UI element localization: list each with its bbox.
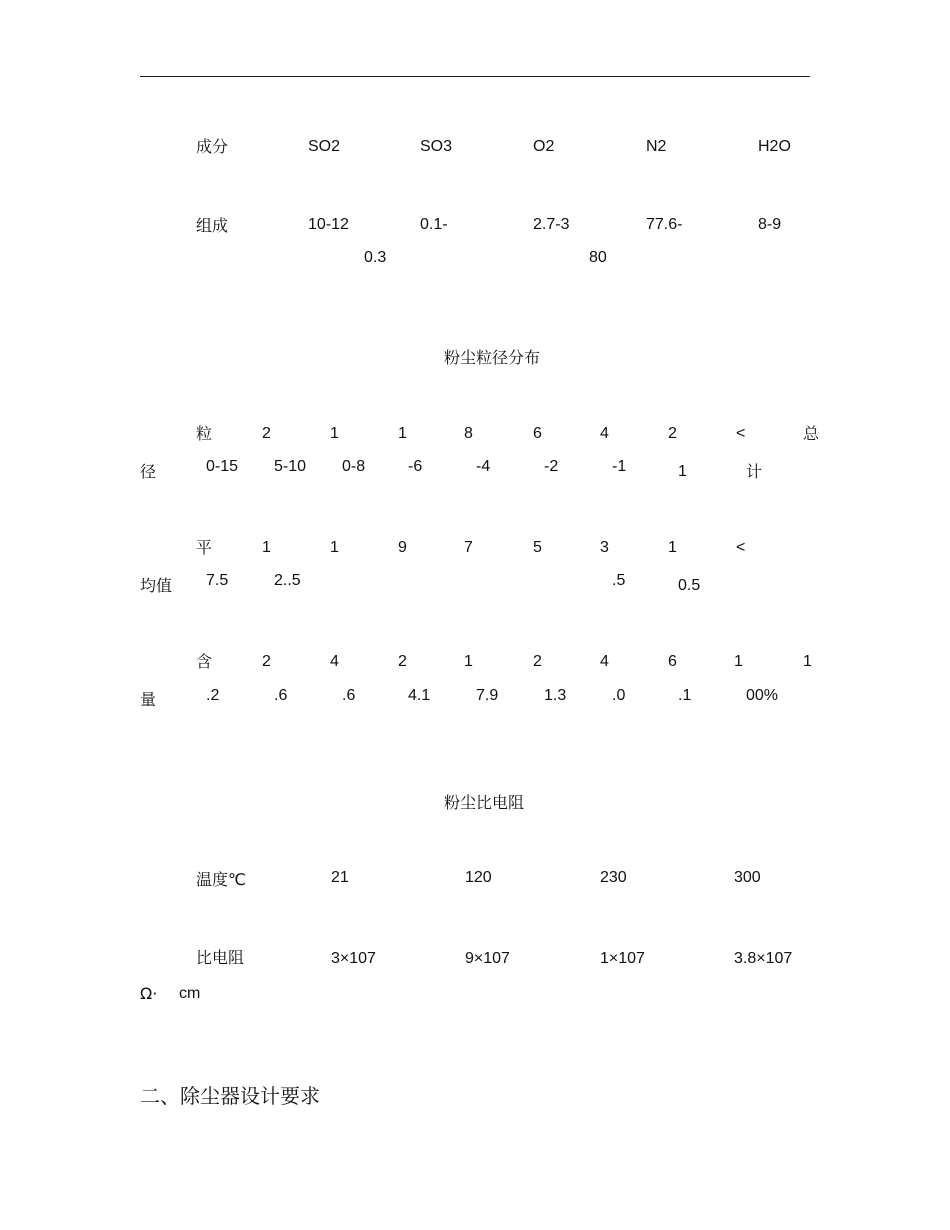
- row2-top-cell: 1: [262, 539, 271, 556]
- header-rule: [140, 76, 810, 77]
- temp-value: 21: [331, 869, 349, 886]
- row1-bottom-cell: 1: [678, 463, 687, 480]
- value-so3: 0.1-: [420, 216, 448, 233]
- row1-top-cell: 2: [668, 425, 677, 442]
- row3-bottom-cell: .6: [274, 687, 288, 704]
- value-so2: 10-12: [308, 216, 349, 233]
- temp-label: 温度℃: [196, 870, 246, 889]
- row1-top-cell: 1: [398, 425, 407, 442]
- resistivity-value: 9×107: [465, 950, 510, 967]
- row2-top-cell: 1: [330, 539, 339, 556]
- header-so2: SO2: [308, 138, 341, 155]
- row3-bottom-cell: .2: [206, 687, 220, 704]
- resistivity-title: 粉尘比电阻: [444, 793, 525, 812]
- unit-ohm: Ω·: [140, 984, 158, 1003]
- row1-top-cell: 1: [330, 425, 339, 442]
- row1-bottom-cell: 0-15: [206, 458, 239, 475]
- temp-value: 120: [465, 869, 492, 886]
- row3-bottom-cell: 1.3: [544, 687, 567, 704]
- header-so3: SO3: [420, 138, 453, 155]
- row3-top-cell: 2: [262, 653, 271, 670]
- row2-top-cell: 3: [600, 539, 609, 556]
- resistivity-value: 1×107: [600, 950, 645, 967]
- section-heading: 二、除尘器设计要求: [140, 1084, 320, 1108]
- row1-top-cell: 总: [803, 424, 820, 443]
- row3-label-bottom: 量: [140, 690, 157, 709]
- row2-label-top: 平: [196, 538, 213, 557]
- value-n2: 77.6-: [646, 216, 683, 233]
- resistivity-value: 3×107: [331, 950, 376, 967]
- row2-label-bottom: 均值: [140, 576, 173, 595]
- row3-top-cell: 6: [668, 653, 677, 670]
- row2-top-cell: 1: [668, 539, 677, 556]
- row3-top-cell: 1: [803, 653, 812, 670]
- value-n2-cont: 80: [589, 249, 607, 266]
- row1-bottom-cell: 0-8: [342, 458, 366, 475]
- row1-top-cell: 2: [262, 425, 271, 442]
- header-n2: N2: [646, 138, 667, 155]
- row1-label-bottom: 径: [140, 462, 157, 481]
- row1-top-cell: 6: [533, 425, 542, 442]
- row1-bottom-cell: -2: [544, 458, 559, 475]
- row3-bottom-cell: .6: [342, 687, 356, 704]
- row1-bottom-cell: 5-10: [274, 458, 307, 475]
- value-so3-cont: 0.3: [364, 249, 387, 266]
- row3-top-cell: 2: [533, 653, 542, 670]
- row2-top-cell: 9: [398, 539, 407, 556]
- header-component: 成分: [196, 137, 229, 156]
- row3-bottom-cell: 4.1: [408, 687, 431, 704]
- row1-bottom-cell: 计: [746, 462, 763, 481]
- row3-bottom-cell: .1: [678, 687, 692, 704]
- row3-top-cell: 1: [734, 653, 743, 670]
- value-o2: 2.7-3: [533, 216, 570, 233]
- row2-top-cell: 7: [464, 539, 473, 556]
- row3-bottom-cell: 00%: [746, 687, 779, 704]
- resistivity-label: 比电阻: [196, 948, 245, 967]
- resistivity-value: 3.8×107: [734, 950, 793, 967]
- row1-top-cell: <: [736, 425, 746, 442]
- row3-label-top: 含: [196, 652, 213, 671]
- row3-top-cell: 4: [330, 653, 339, 670]
- temp-value: 300: [734, 869, 761, 886]
- value-h2o: 8-9: [758, 216, 782, 233]
- row1-bottom-cell: -4: [476, 458, 491, 475]
- row2-bottom-cell: 7.5: [206, 572, 229, 589]
- row3-top-cell: 4: [600, 653, 609, 670]
- row3-bottom-cell: 7.9: [476, 687, 499, 704]
- row2-bottom-cell: 0.5: [678, 577, 701, 594]
- row3-top-cell: 2: [398, 653, 407, 670]
- row1-top-cell: 8: [464, 425, 473, 442]
- header-h2o: H2O: [758, 138, 791, 155]
- header-o2: O2: [533, 138, 555, 155]
- row-label-composition: 组成: [196, 216, 229, 235]
- row2-top-cell: <: [736, 539, 746, 556]
- row3-bottom-cell: .0: [612, 687, 626, 704]
- row2-bottom-cell: .5: [612, 572, 626, 589]
- row1-top-cell: 4: [600, 425, 609, 442]
- temp-value: 230: [600, 869, 627, 886]
- particle-size-title: 粉尘粒径分布: [444, 348, 541, 367]
- row3-top-cell: 1: [464, 653, 473, 670]
- row2-top-cell: 5: [533, 539, 542, 556]
- row1-label-top: 粒: [196, 424, 213, 443]
- unit-cm: cm: [179, 985, 201, 1002]
- row1-bottom-cell: -1: [612, 458, 627, 475]
- row1-bottom-cell: -6: [408, 458, 423, 475]
- row2-bottom-cell: 2..5: [274, 572, 301, 589]
